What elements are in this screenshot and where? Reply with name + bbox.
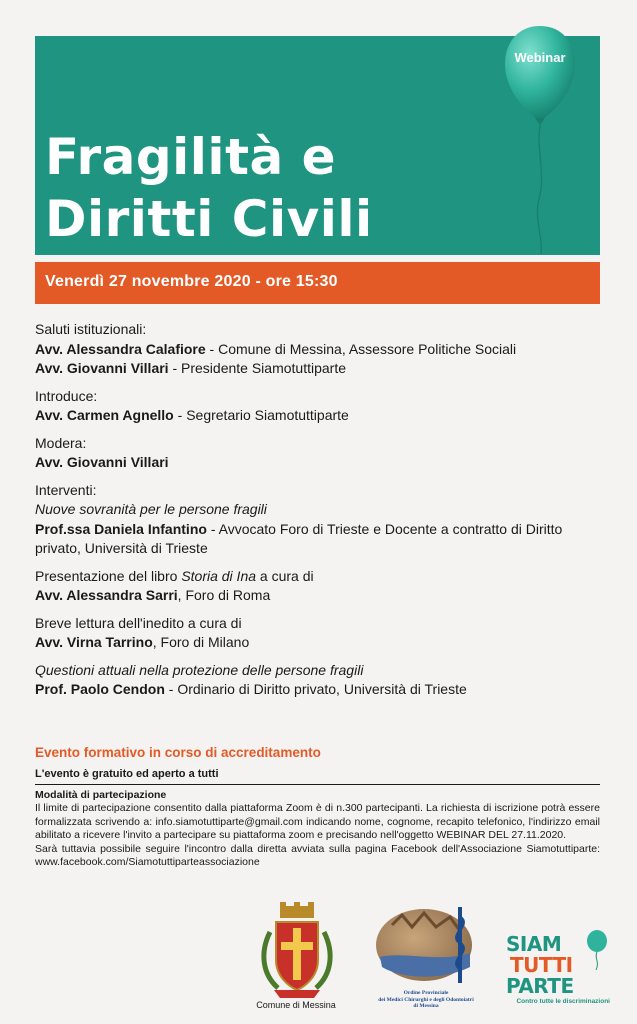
balloon-icon [503, 24, 583, 254]
modality-title: Modalità di partecipazione [35, 789, 167, 801]
date-bar [35, 262, 600, 304]
questioni-speaker: Prof. Paolo Cendon - Ordinario di Diritto privato, Università di Trieste [35, 681, 467, 697]
event-date: Venerdì 27 novembre 2020 - ore 15:30 [45, 273, 338, 290]
webinar-badge: Webinar [514, 50, 566, 65]
saluti-label: Saluti istituzionali: [35, 321, 147, 337]
libro-line: Presentazione del libro Storia di Ina a cura di [35, 567, 314, 584]
siamotuttiparte-logo: SIAM TUTTI PARTE Contro tutte le discriminazioni [500, 928, 610, 1018]
stp-balloon-icon [586, 930, 608, 970]
interventi-label: Interventi: [35, 481, 97, 498]
event-title [45, 126, 373, 250]
modality-section [35, 789, 600, 869]
interventi-section [35, 481, 600, 559]
introduce-speaker: Avv. Carmen Agnello - Segretario Siamotuttiparte [35, 407, 349, 423]
questioni-section [35, 661, 600, 700]
ordine-medici-logo [372, 905, 480, 985]
title-line-2: Diritti Civili [45, 190, 373, 248]
introduce-label: Introduce: [35, 387, 98, 404]
saluti-speaker-2: Avv. Giovanni Villari - Presidente Siamotuttiparte [35, 360, 346, 376]
libro-speaker: Avv. Alessandra Sarri, Foro di Roma [35, 587, 271, 603]
saluti-section [35, 320, 600, 379]
divider [35, 784, 600, 785]
modera-speaker: Avv. Giovanni Villari [35, 454, 169, 470]
program [35, 320, 600, 708]
messina-caption: Comune di Messina [256, 1000, 336, 1010]
saluti-speaker-1: Avv. Alessandra Calafiore - Comune di Messina, Assessore Politiche Sociali [35, 340, 517, 357]
title-line-1: Fragilità e [45, 128, 337, 186]
lettura-label: Breve lettura dell'inedito a cura di [35, 614, 242, 631]
questioni-topic: Questioni attuali nella protezione delle persone fragili [35, 661, 364, 678]
accreditation-note: Evento formativo in corso di accreditamento [35, 745, 321, 760]
stp-tagline: Contro tutte le discriminazioni [516, 998, 610, 1005]
free-event-note: L'evento è gratuito ed aperto a tutti [35, 768, 219, 780]
intervento-1-speaker: Prof.ssa Daniela Infantino - Avvocato Foro di Trieste e Docente a contratto di Diritto privato, Università di Trieste [35, 520, 563, 556]
introduce-section [35, 387, 600, 426]
lettura-speaker: Avv. Virna Tarrino, Foro di Milano [35, 634, 250, 650]
intervento-1-topic: Nuove sovranità per le persone fragili [35, 501, 267, 517]
modality-text-1: Il limite di partecipazione consentito dalla piattaforma Zoom è di n.300 partecipanti. La richiesta di iscrizione potrà essere formalizzata scrivendo a: info.siamotuttiparte@gmail.com indicando nome, cognome, recapito telefonico, l'indirizzo email abilitato a ricevere l'invito a partecipare su piattaforma zoom e precisando nell'oggetto WEBINAR DEL 27.11.2020. [35, 802, 600, 842]
libro-section [35, 567, 600, 606]
modality-text-2: Sarà tuttavia possibile seguire l'incontro dalla diretta avviata sulla pagina Facebook dell'Associazione Siamotuttiparte: www.facebook.com/Siamotuttiparteassociazione [35, 842, 600, 869]
modera-section [35, 434, 600, 473]
header-banner [35, 36, 600, 255]
modera-label: Modera: [35, 434, 87, 451]
lettura-section [35, 614, 600, 653]
ordine-caption: Ordine Provinciale dei Medici Chirurghi e degli Odontoiatri di Messina [378, 990, 474, 1009]
